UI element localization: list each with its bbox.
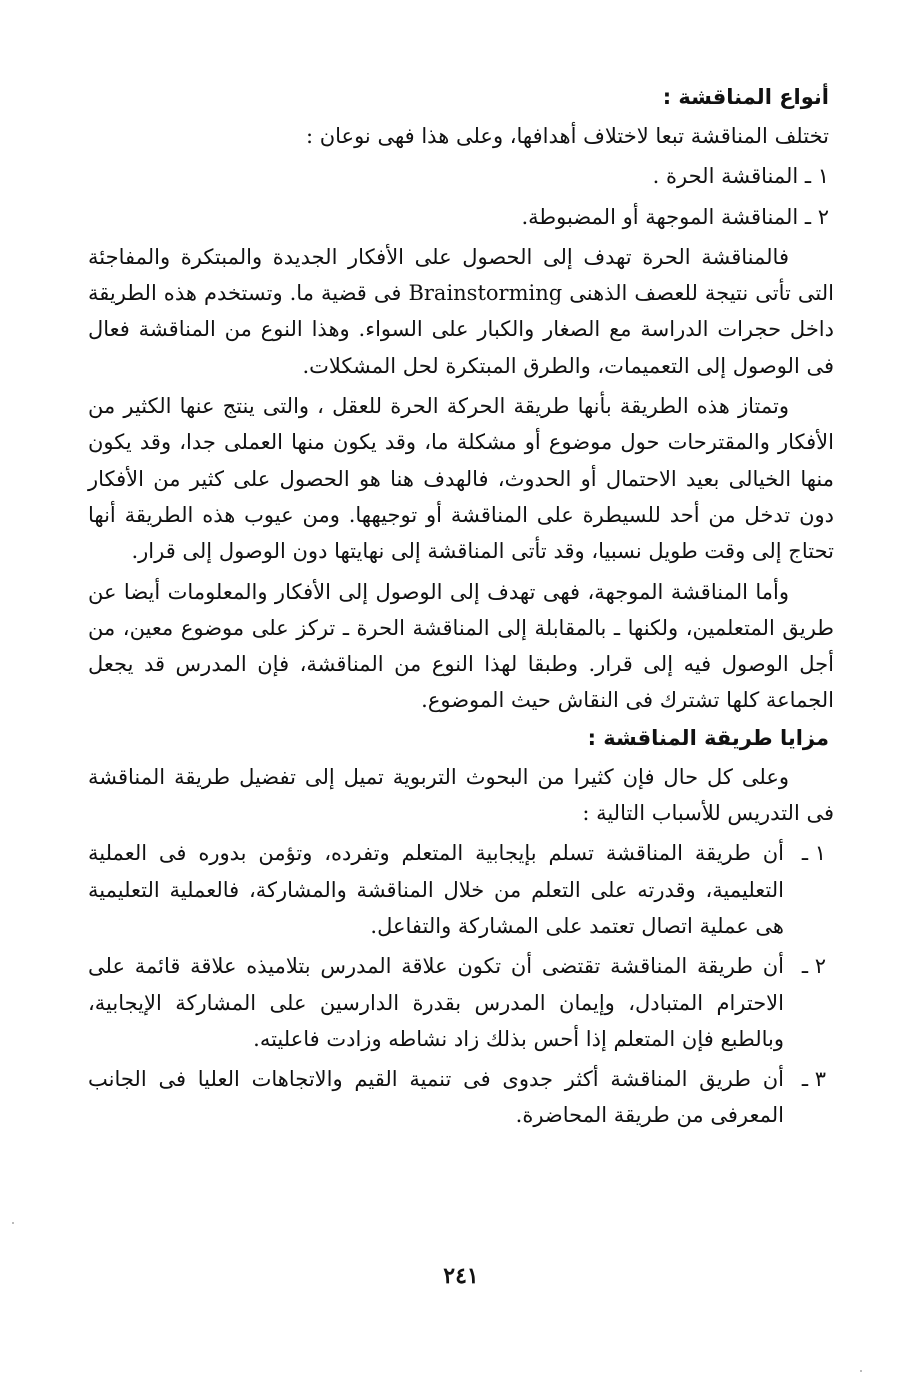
features-paragraph: وتمتاز هذه الطريقة بأنها طريقة الحركة الحرة للعقل ، والتى ينتج عنها الكثير من الأفكار والمقترحات حول موضوع أو مشكلة ما، وقد يكون منها العملى جدا، وقد يكون منها الخيالى بعيد الاحتمال أو الحدوث، فالهدف هنا هو الحصول على كثير من الأفكار دون تدخل من أحد للسيطرة على المناقشة أو توجيهها. ومن عيوب هذه الطريقة أنها تحتاج إلى وقت طويل نسبيا، وقد تأتى المناقشة إلى نهايتها دون الوصول إلى قرار. [88,394,834,564]
scan-speck [860,1370,862,1372]
reason-number: ٣ ـ [801,1067,826,1092]
reason-text: أن طريقة المناقشة تقتضى أن تكون علاقة المدرس بتلاميذه علاقة قائمة على الاحترام المتبادل، وإيمان المدرس بقدرة الدارسين على المشاركة الإيجابية، وبالطبع فإن المتعلم إذا أحس بذلك زاد نشاطه وزادت فاعليته. [88,954,784,1051]
reason-item [88,1061,834,1134]
type-item-directed: ٢ ـ المناقشة الموجهة أو المضبوطة. [521,204,829,229]
free-discussion-paragraph: فالمناقشة الحرة تهدف إلى الحصول على الأفكار الجديدة والمبتكرة والمفاجئة التى تأتى نتيجة للعصف الذهنى Brainstorming فى قضية ما. وتستخدم هذه الطريقة داخل حجرات الدراسة مع الصغار والكبار على السواء. وهذا النوع من المناقشة فعال فى الوصول إلى التعميمات، والطرق المبتكرة لحل المشكلات. [88,244,834,378]
reason-text: أن طريق المناقشة أكثر جدوى فى تنمية القيم والاتجاهات العليا فى الجانب المعرفى من طريقة المحاضرة. [88,1067,784,1128]
type-item-free: ١ ـ المناقشة الحرة . [652,164,829,189]
directed-discussion-paragraph: وأما المناقشة الموجهة، فهى تهدف إلى الوصول إلى الأفكار والمعلومات أيضا عن طريق المتعلمين، ولكنها ـ بالمقابلة إلى المناقشة الحرة ـ تركز على موضوع معين، من أجل الوصول فيه إلى قرار. وطبقا لهذا النوع من المناقشة، فإن المدرس قد يجعل الجماعة كلها تشترك فى النقاش حيث الموضوع. [88,579,834,713]
intro-paragraph: تختلف المناقشة تبعا لاختلاف أهدافها، وعلى هذا فهى نوعان : [305,124,829,148]
reason-text: أن طريقة المناقشة تسلم بإيجابية المتعلم وتفرده، وتؤمن بدوره فى العملية التعليمية، وقدرته على التعلم من خلال المناقشة والمشاركة، فالعملية التعليمية هى عملية اتصال تعتمد على المشاركة والتفاعل. [88,841,784,938]
section-heading-advantages: مزايا طريقة المناقشة : [587,725,829,750]
page-number: ٢٤١ [443,1263,479,1289]
reason-item [88,835,834,944]
section-heading-discussion-types: أنواع المناقشة : [662,85,829,109]
research-paragraph: وعلى كل حال فإن كثيرا من البحوث التربوية تميل إلى تفضيل طريقة المناقشة فى التدريس للأسباب التالية : [88,764,834,826]
reason-number: ٢ ـ [801,954,826,979]
reason-number: ١ ـ [801,841,826,866]
scan-speck [12,1222,14,1224]
reason-item [88,948,834,1057]
